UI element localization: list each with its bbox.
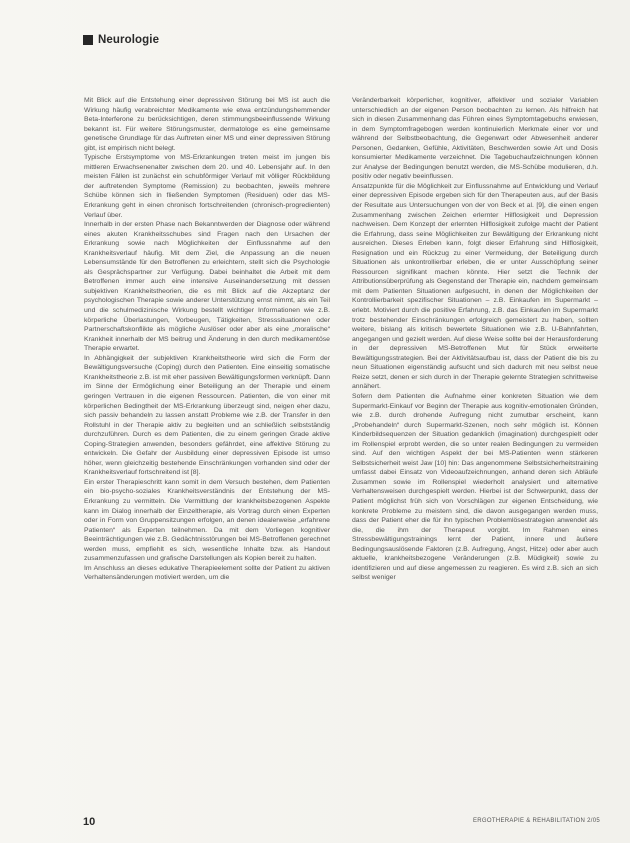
paragraph: Typische Erstsymptome von MS-Erkrankungen treten meist im jungen bis mittleren Erwachsenenalter zwischen dem 20. und 40. Lebensjahr auf. In den meisten Fällen ist zunächst ein schubförmiger Verlauf mit völliger Rückbildung der auftretenden Symptome (Remission) zu beobachten, jeweils mehrere Schübe können sich in fließenden Symptomen (Residuen) oder das MS-Erkrankung geht in einen chronisch fortschreitenden (chronisch-progredienten) Verlauf über.	[84, 154, 330, 219]
paragraph: In Abhängigkeit der subjektiven Krankheitstheorie wird sich die Form der Bewältigungsversuche (Coping) durch den Patienten. Eine einseitig somatische Krankheitstheorie z.B. ist mit eher passiven Bewältigungsformen verknüpft. Dann im Sinne der Ermöglichung einer Beteiligung an der Therapie und einem geringen Vertrauen in die eigenen Ressourcen. Patienten, die von einer mit körperlichen Bedingtheit der MS-Erkrankung überzeugt sind, neigen eher dazu, sich passiv behandeln zu lassen anstatt Probleme wie z.B. der Transfer in den Rollstuhl in der Therapie aktiv zu begleiten und an schließlich selbstständig durchzuführen. Durch es dem Patienten, die zu einem geringen Grade aktive Coping-Strategien anwenden, besonders gefährdet, eine affektive Störung zu entwickeln. Die Gefahr der Ausbildung einer depressiven Episode ist umso höher, wenn gleichzeitig bestehende Einschränkungen vorhanden sind oder der Krankheitsverlauf fortschreitend ist [8].	[84, 354, 330, 477]
page-number: 10	[83, 816, 96, 828]
paragraph: Mit Blick auf die Entstehung einer depressiven Störung bei MS ist auch die Wirkung häufig verabreichter Medikamente wie etwa entzündungshemmender Beta-Interferone zu berücksichtigen, deren stimmungsbeeinflussende Wirkung bekannt ist. Für weitere Störungsmuster, dermatologe es eine gemeinsame genetische Grundlage für das Auftreten einer MS und einer depressiven Störung gibt, ist empirisch nicht belegt.	[84, 97, 330, 152]
paragraph: Ansatzpunkte für die Möglichkeit zur Einflussnahme auf Entwicklung und Verlauf einer depressiven Episode ergeben sich für den Therapeuten aus, auf der Basis der Resultate aus Untersuchungen von der von Beck et al. [9], die einen engen Zusammenhang zwischen Zeichen erlernter Hilflosigkeit und Depression nachweisen. Dem Konzept der erlernten Hilflosigkeit zufolge macht der Patient die Erfahrung, dass seine Möglichkeiten zur Bewältigung der Erkrankung nicht ausreichen. Dieses Erleben kann, folgt dieser Erfahrung sind Hilflosigkeit, Resignation und ein Rückzug zu einer Vermeidung, der Beteiligung durch Situationen als unkontrollierbar erleben, die er unter Ausschöpfung seiner Ressourcen signifikant machen könnte. Hier setzt die Technik der Attributionsüberprüfung als Gegenstand der Therapie ein, nachdem gemeinsam mit dem Patienten Situationen aufgesucht, in denen der Möglichkeiten der Kontrollierbarkeit spezifischer Situationen – z.B. Einkaufen im Supermarkt – erlebt. Motiviert durch die positive Erfahrung, z.B. das Einkaufen im Supermarkt trotz bestehender Einschränkungen erfolgreich gemeistert zu haben, sollten weitere, bislang als kritisch bewertete Situationen wie z.B. U-Bahnfahrten, angegangen und gezielt werden. Auf diese Weise sollte bei der Herausforderung in der depressiven MS-Betroffenen Mut für Stück erweiterte Bewältigungsstrategien. Bei der Aktivitätsaufbau ist, dass der Patient die bis zu neun Situationen eigenständig aufsucht und sich dadurch mit neu selbst neue Reize setzt, denen er sich durch in der Therapie gelernte Strategien schrittweise annähert.	[352, 182, 598, 391]
paragraph: Im Anschluss an dieses edukative Therapieelement sollte der Patient zu aktiven Verhaltensänderungen motiviert werden, um die	[84, 564, 330, 582]
article-body	[84, 96, 598, 831]
paragraph: Ein erster Therapieschritt kann somit in dem Versuch bestehen, dem Patienten ein bio-psycho-soziales Krankheitsverständnis der Entstehung der MS-Erkrankung zu vermitteln. Die Vermittlung der krankheitsbezogenen Aspekte kann im Dialog innerhalb der Einzeltherapie, als Vortrag durch einen Experten oder in Form von Gruppensitzungen erfolgen, an denen idealerweise „erfahrene Patienten“ als Experten teilnehmen. Da mit dem Vorliegen kognitiver Beeinträchtigungen wie z.B. Gedächtnisstörungen bei MS-Betroffenen gerechnet werden muss, empfiehlt es sich, wesentliche Inhalte bzw. als Handout zusammenzufassen und grafische Darstellungen als Kopien bereit zu halten.	[84, 478, 330, 563]
journal-info: ERGOTHERAPIE & REHABILITATION 2/05	[472, 818, 600, 824]
paragraph: Innerhalb in der ersten Phase nach Bekanntwerden der Diagnose oder während eines akuten Krankheitsschubes sind Fragen nach den Ursachen der Erkrankung sowie nach Möglichkeiten der Einflussnahme auf den Krankheitsverlauf häufig. Mit dem Ziel, die Anpassung an die neuen Lebensumstände für den Betroffenen zu erleichtern, stellt sich die Psychologie als Gesprächspartner zur Verfügung. Dabei beinhaltet die Arbeit mit dem Betroffenen immer auch eine intensive Auseinandersetzung mit dessen subjektiven Krankheitstheorien, die es mit Blick auf die Akzeptanz der psychologischen Therapie sowie anderer Unterstützung ernst nimmt, als ein Teil und die schulmedizinische Wirkung bestellt wichtiger Informationen wie z.B. körperliche Überlastungen, Vorbeugen, Tätigkeiten, Stresssituationen oder Partnerschaftskonflikte als mögliche Auslöser oder aber als eine „moralische“ Krankheit innerhalb der MS beitrug und Änderung in den durch medikamentöse Therapie erwartet.	[84, 221, 330, 353]
text-column-right	[352, 96, 598, 831]
section-title: Neurologie	[98, 34, 160, 46]
section-marker-square	[83, 35, 93, 45]
section-header	[83, 34, 159, 46]
paragraph: Veränderbarkeit körperlicher, kognitiver, affektiver und sozialer Variablen unterschiedlich an der eigenen Person beobachten zu lernen. Als hilfreich hat sich in diesen Zusammenhang das Führen eines Symptomtagebuchs erwiesen, in dem Symptomfragebogen werden kontinuierlich Merkmale einer vor und während der Selbstbeobachtung, die Gegenwart oder Abwesenheit anderer Personen, Gedanken, Gefühle, Aktivitäten, Beschwerden sowie Art und Dosis konsumierter Medikamente verzeichnet. Die Tagebuchaufzeichnungen können zur Analyse der Bedingungen benutzt werden, die MS-Schübe modulieren, d.h. positiv oder negativ beeinflussen.	[352, 97, 598, 181]
text-column-left	[84, 96, 330, 831]
paragraph: Sofern dem Patienten die Aufnahme einer konkreten Situation wie dem Supermarkt-Einkauf vor Beginn der Therapie aus kognitiv-emotionalen Gründen, wie z.B. durch drohende Aufregung nicht zumutbar erscheint, kann „Probehandeln“ durch Supermarkt-Szenen, noch sehr möglich ist. Können Kinderbildsequenzen der Situation gedanklich (imagination) durchgespielt oder im Rollenspiel erprobt werden, die so unter realen Bedingungen zu vermeiden sind. Auf den wichtigen Aspekt der bei MS-Patienten wenn stärkeren Selbstsicherheit weist Jaw [10] hin: Das angenommene Selbstsicherheitstraining umfasst dabei Einsatz von Videoaufzeichnungen, anhand deren sich Abläufe Zusammen sowie im Rollenspiel wiederholt analysiert und alternative Verhaltensweisen durchgespielt werden. Hierbei ist der Schwerpunkt, dass der Patient möglichst früh sich von Vorschlägen zur eigenen Entscheidung, wie konkrete Probleme zu meistern sind, die davon ausgegangen werden muss, dass der Patient eher die für ihn typischen Problemlösestrategien anwendet als die, die ihm der Therapeut vorgibt. Im Rahmen eines Stressbewältigungstrainings lernt der Patient, innere und äußere Bedingungsauslösende Faktoren (z.B. Aufregung, Angst, Hitze) oder aber auch aktuelle, krankheitsbezogene Veränderungen (z.B. Müdigkeit) sowie zu identifizieren und auf diese angemessen zu reagieren. Es wird z.B. sich an sich selbst weniger	[352, 392, 598, 582]
